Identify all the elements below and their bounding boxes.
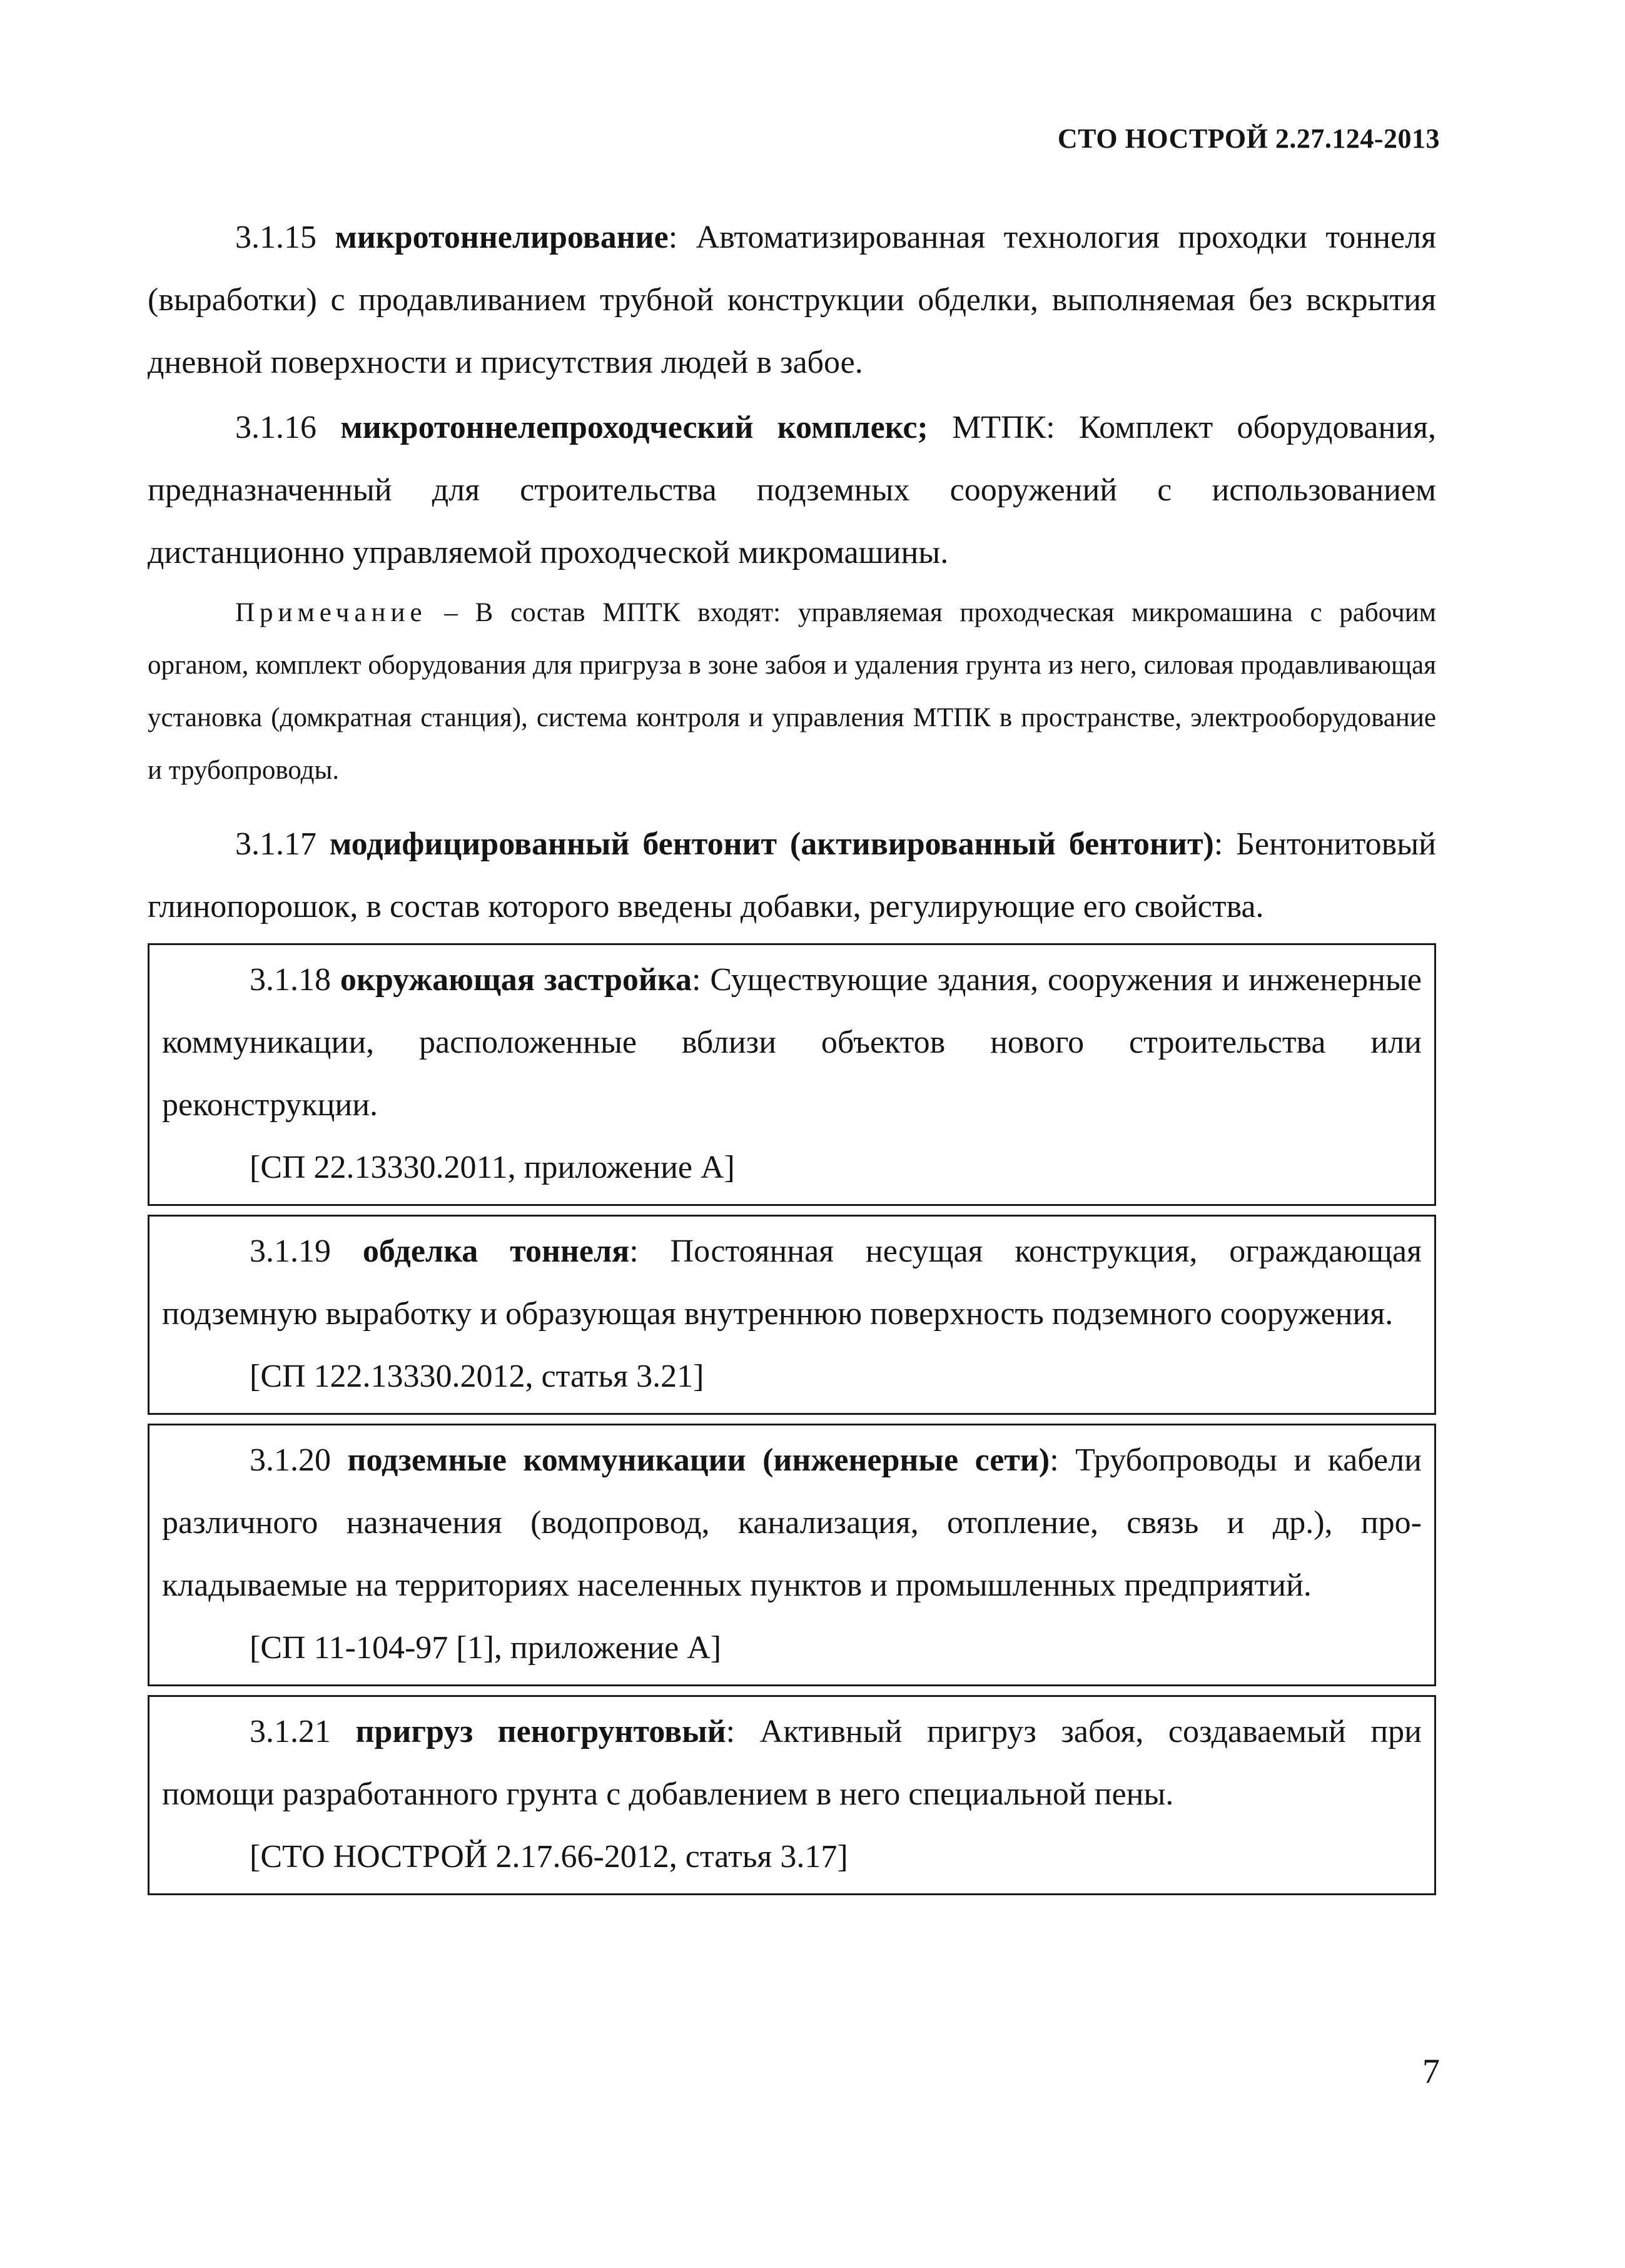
- source-reference: [СП 122.13330.2012, статья 3.21]: [250, 1359, 704, 1394]
- boxed-definition-3-1-19: [148, 1215, 1436, 1415]
- boxed-definition-3-1-20: [148, 1424, 1436, 1686]
- entry-number: 3.1.19: [250, 1233, 331, 1269]
- boxed-definition-text: [162, 1429, 1422, 1617]
- entry-number: 3.1.20: [250, 1442, 331, 1478]
- source-reference: [СТО НОСТРОЙ 2.17.66-2012, статья 3.17]: [250, 1839, 848, 1875]
- entry-separator: :: [692, 962, 711, 998]
- entry-term: микротоннелирование: [335, 220, 669, 255]
- entry-definition: Трубопроводы и кабели различного назначения (водопровод, канализация, отопление, связь и др.), прокладываемые на территориях населенных пунктов и промышленных предприятий.: [162, 1442, 1422, 1603]
- entry-separator: :: [1050, 1442, 1076, 1478]
- boxed-definition-3-1-18: [148, 943, 1436, 1206]
- definition-3-1-15: [148, 206, 1436, 394]
- entry-term: пригруз пеногрунтовый: [355, 1714, 726, 1749]
- source-reference: [СП 11-104-97 [1], приложение А]: [250, 1630, 722, 1666]
- entry-term: микротоннелепроходческий комплекс;: [340, 410, 928, 445]
- entry-number: 3.1.17: [235, 826, 316, 862]
- entry-definition: Постоянная несущая конструкция, ограждающая подземную выработку и образующая внутреннюю поверхность подземного сооружения.: [162, 1233, 1422, 1332]
- page-content: [148, 206, 1436, 1904]
- entry-number: 3.1.18: [250, 962, 331, 998]
- entry-separator: :: [629, 1233, 671, 1269]
- definition-3-1-16: [148, 397, 1436, 584]
- entry-number: 3.1.16: [235, 410, 316, 445]
- entry-definition: Активный пригруз забоя, создаваемый при помощи разработанного грунта с добавлением в него специальной пены.: [162, 1714, 1422, 1812]
- note-text: – В состав МПТК входят: управляемая проходческая микромашина с рабочим органом, комплект оборудования для пригруза в зоне забоя и удаления грунта из него, силовая продавливающая установка (домкратная станция), система контроля и управления МТПК в пространстве, электрооборудование и трубопроводы.: [148, 598, 1436, 785]
- entry-term: окружающая застройка: [340, 962, 692, 998]
- entry-separator: :: [726, 1714, 760, 1749]
- document-code-header: СТО НОСТРОЙ 2.27.124-2013: [1057, 123, 1440, 154]
- entry-separator: :: [668, 220, 696, 255]
- entry-number: 3.1.15: [235, 220, 316, 255]
- entry-definition: Автоматизированная технология проходки тоннеля (выработки) с продавливанием трубной конструкции обделки, выполняемая без вскрытия дневной поверхности и присутствия людей в забое.: [148, 220, 1437, 380]
- note-paragraph: [148, 587, 1436, 797]
- entry-term: подземные коммуникации (инженерные сети): [347, 1442, 1050, 1478]
- boxed-definition-3-1-21: [148, 1695, 1436, 1895]
- entry-definition: Бентонитовый глинопорошок, в состав которого введены добавки, регулирующие его свойства.: [148, 826, 1436, 924]
- entry-separator: [928, 410, 952, 445]
- boxed-definition-text: [162, 1701, 1422, 1826]
- entry-term: обделка тоннеля: [362, 1233, 630, 1269]
- note-label: Примечание: [235, 598, 427, 627]
- entry-term: модифицированный бентонит (активированный бентонит): [329, 826, 1214, 862]
- entry-separator: :: [1213, 826, 1237, 862]
- definition-3-1-17: [148, 813, 1436, 938]
- entry-definition: Существующие здания, сооружения и инженерные коммуникации, расположенные вблизи объектов нового строительства или реконструкции.: [162, 962, 1422, 1123]
- entry-number: 3.1.21: [250, 1714, 331, 1749]
- page-number: 7: [1422, 2052, 1440, 2091]
- source-reference: [СП 22.13330.2011, приложение А]: [250, 1150, 735, 1185]
- boxed-definition-text: [162, 1220, 1422, 1345]
- entry-definition: МТПК: Комплект оборудования, предназначенный для строительства подземных сооружений с использованием дистанционно управляемой проходческой микромашины.: [148, 410, 1437, 570]
- boxed-definition-text: [162, 949, 1422, 1137]
